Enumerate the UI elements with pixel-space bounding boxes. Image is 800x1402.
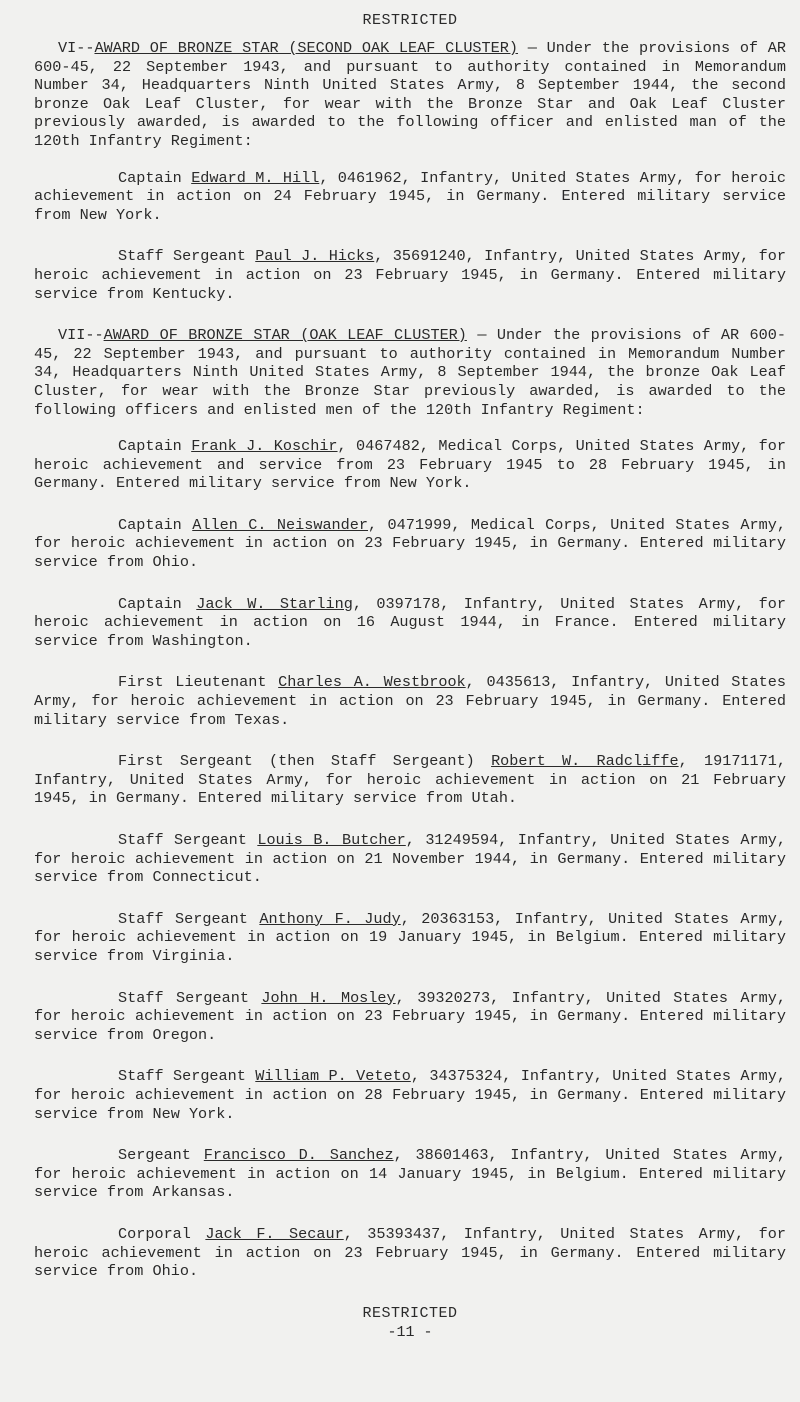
- award-entry: [34, 831, 786, 887]
- award-details: , 35393437, Infantry, United States Army, for heroic achievement in action on 23 February 1945, in Germany. Entered military service from Ohio.: [34, 1224, 786, 1281]
- award-name: Anthony F. Judy: [259, 909, 401, 928]
- award-details: , 31249594, Infantry, United States Army, for heroic achievement in action on 21 November 1944, in Germany. Entered military service from Connecticut.: [34, 831, 786, 887]
- section-vii-heading: AWARD OF BRONZE STAR (OAK LEAF CLUSTER): [103, 326, 467, 345]
- award-rank: Captain: [118, 437, 192, 456]
- award-entry: [34, 910, 786, 966]
- awards-list-vi: [34, 169, 786, 304]
- award-details: , 38601463, Infantry, United States Army, for heroic achievement in action on 14 January 1945, in Belgium. Entered military service from Arkansas.: [34, 1146, 786, 1202]
- award-rank: Staff Sergeant: [118, 988, 262, 1007]
- award-details: , 34375324, Infantry, United States Army, for heroic achievement in action on 28 February 1945, in Germany. Entered military service from New York.: [34, 1067, 786, 1123]
- award-details: , 0471999, Medical Corps, United States Army, for heroic achievement in action on 23 February 1945, in Germany. Entered military service from Ohio.: [34, 515, 786, 572]
- award-name: Allen C. Neiswander: [192, 515, 369, 534]
- award-details: , 20363153, Infantry, United States Army, for heroic achievement in action on 19 January 1945, in Belgium. Entered military service from Virginia.: [34, 909, 786, 965]
- section-vii: [34, 326, 786, 419]
- award-details: , 19171171, Infantry, United States Army, for heroic achievement in action on 21 February 1945, in Germany. Entered military service from Utah.: [34, 752, 786, 808]
- award-details: , 0467482, Medical Corps, United States Army, for heroic achievement and service from 23 February 1945 to 28 February 1945, in Germany. Entered military service from New York.: [34, 437, 786, 493]
- award-name: Robert W. Radcliffe: [491, 752, 679, 771]
- award-rank: Staff Sergeant: [118, 831, 258, 849]
- award-name: Charles A. Westbrook: [278, 673, 466, 692]
- award-rank: Sergeant: [118, 1146, 204, 1165]
- award-details: , 0397178, Infantry, United States Army, for heroic achievement in action on 16 August 1944, in France. Entered military service from Washington.: [34, 594, 786, 650]
- award-name: Francisco D. Sanchez: [203, 1146, 394, 1165]
- award-name: John H. Mosley: [261, 988, 396, 1007]
- award-entry: [34, 169, 786, 225]
- award-entry: [34, 1225, 786, 1281]
- award-details: , 0435613, Infantry, United States Army, for heroic achievement in action on 23 February 1945, in Germany. Entered military service from Texas.: [34, 673, 786, 729]
- award-entry: [34, 1067, 786, 1123]
- award-details: , 35691240, Infantry, United States Army, for heroic achievement in action on 23 February 1945, in Germany. Entered military service from Kentucky.: [34, 247, 786, 303]
- section-vii-body: — Under the provisions of AR 600-45, 22 September 1943, and pursuant to authority contained in Memorandum Number 34, Headquarters Ninth United States Army, 8 September 1944, the bronze Oak Leaf Cluster, for wear with the Bronze Star previously awarded, is awarded to the following officers and enlisted men of the 120th Infantry Regiment:: [34, 326, 786, 419]
- award-rank: Captain: [118, 515, 193, 534]
- award-entry: [34, 595, 786, 651]
- award-name: Frank J. Koschir: [191, 437, 338, 456]
- award-entry: [34, 989, 786, 1045]
- award-entry: [34, 1146, 786, 1202]
- award-details: , 0461962, Infantry, United States Army, for heroic achievement in action on 24 February 1945, in Germany. Entered military service from New York.: [34, 168, 786, 224]
- classification-footer: RESTRICTED: [362, 1304, 458, 1322]
- award-entry: [34, 752, 786, 808]
- award-name: Jack F. Secaur: [205, 1224, 344, 1243]
- award-name: Louis B. Butcher: [257, 831, 406, 849]
- award-name: William P. Veteto: [255, 1067, 411, 1086]
- award-entry: [34, 437, 786, 493]
- page-number: -11 -: [387, 1323, 433, 1341]
- award-rank: First Lieutenant: [118, 673, 279, 692]
- award-rank: Staff Sergeant: [118, 909, 260, 928]
- award-rank: First Sergeant (then Staff Sergeant): [118, 752, 492, 771]
- award-rank: Staff Sergeant: [118, 1067, 256, 1086]
- award-rank: Captain: [118, 168, 192, 187]
- award-rank: Captain: [118, 594, 197, 613]
- award-name: Edward M. Hill: [191, 168, 320, 187]
- award-details: , 39320273, Infantry, United States Army, for heroic achievement in action on 23 February 1945, in Germany. Entered military service from Oregon.: [34, 988, 786, 1044]
- section-vi-number: VI--: [58, 39, 95, 57]
- section-vi: [34, 39, 786, 151]
- award-name: Paul J. Hicks: [255, 247, 375, 266]
- section-vii-number: VII--: [58, 326, 104, 345]
- award-name: Jack W. Starling: [196, 594, 353, 613]
- classification-header: RESTRICTED: [362, 12, 458, 29]
- section-vi-heading: AWARD OF BRONZE STAR (SECOND OAK LEAF CLUSTER): [94, 39, 519, 57]
- award-rank: Corporal: [118, 1224, 206, 1243]
- award-entry: [34, 516, 786, 572]
- section-vi-body: — Under the provisions of AR 600-45, 22 September 1943, and pursuant to authority contained in Memorandum Number 34, Headquarters Ninth United States Army, 8 September 1944, the second bronze Oak Leaf Cluster, for wear with the Bronze Star and Oak Leaf Cluster previously awarded, is awarded to the following officer and enlisted man of the 120th Infantry Regiment:: [34, 39, 786, 150]
- awards-list-vii: [34, 437, 786, 1281]
- award-entry: [34, 247, 786, 303]
- award-entry: [34, 673, 786, 729]
- award-rank: Staff Sergeant: [118, 247, 256, 266]
